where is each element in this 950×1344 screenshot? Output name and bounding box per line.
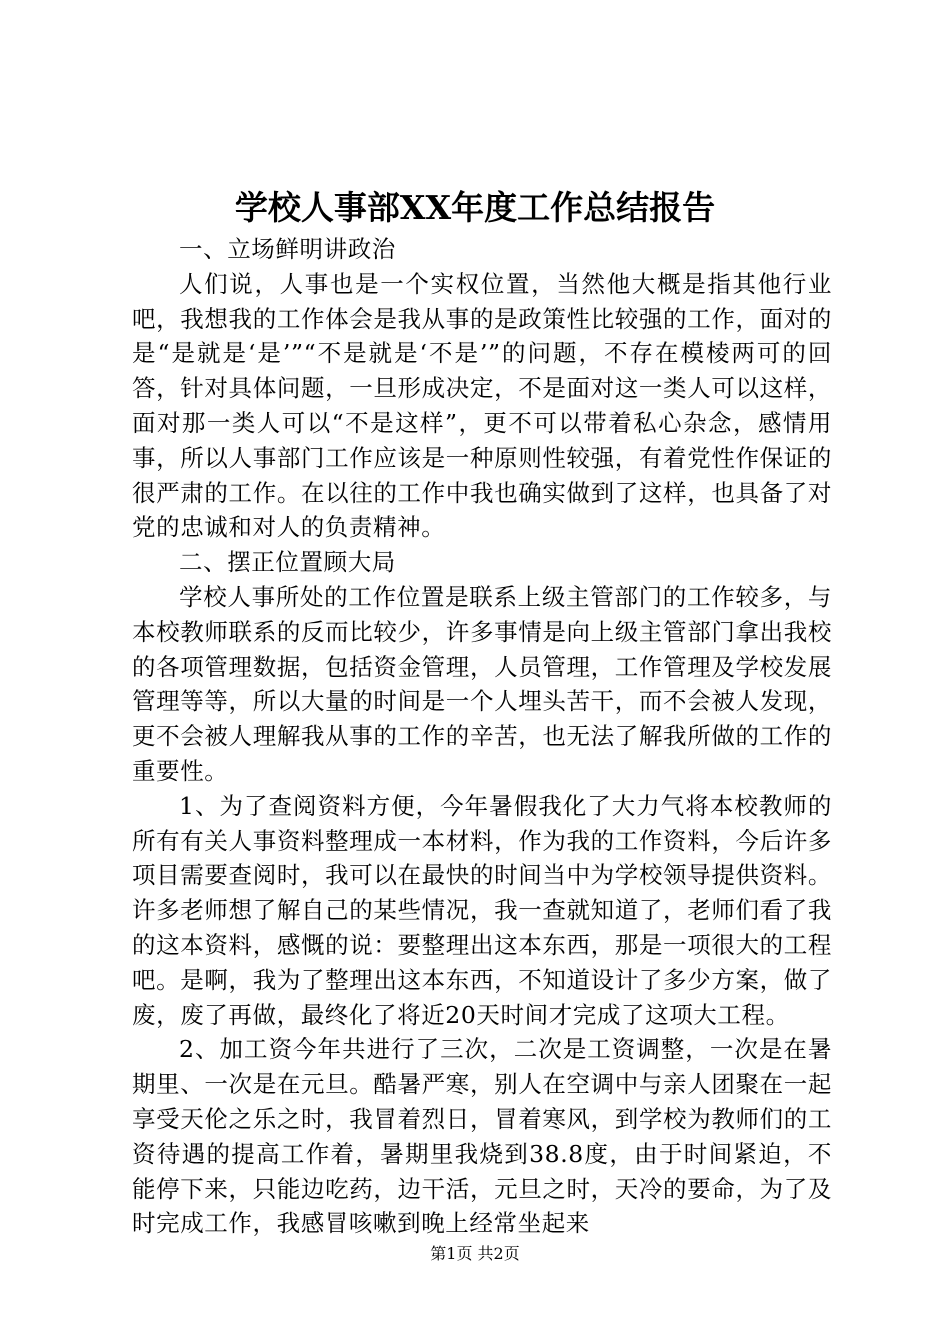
paragraph-3: 1、为了查阅资料方便，今年暑假我化了大力气将本校教师的所有有关人事资料整理成一本材料，作为我的工作资料，今后许多项目需要查阅时，我可以在最快的时间当中为学校领导提供资料。许多老师想了解自己的某些情况，我一查就知道了，老师们看了我的这本资料，感慨的说：要整理出这本东西，那是一项很大的工程吧。是啊，我为了整理出这本东西，不知道设计了多少方案，做了废，废了再做，最终化了将近20天时间才完成了这项大工程。 <box>132 791 832 1029</box>
document-body <box>132 232 832 1241</box>
page-footer: 第1页 共2页 <box>430 1244 520 1263</box>
paragraph-4: 2、加工资今年共进行了三次，二次是工资调整，一次是在暑期里、一次是在元旦。酷暑严寒，别人在空调中与亲人团聚在一起享受天伦之乐之时，我冒着烈日，冒着寒风，到学校为教师们的工资待遇的提高工作着，暑期里我烧到38.8度，由于时间紧迫，不能停下来，只能边吃药，边干活，元旦之时，天冷的要命，为了及时完成工作，我感冒咳嗽到晚上经常坐起来 <box>132 1035 832 1238</box>
paragraph-2: 学校人事所处的工作位置是联系上级主管部门的工作较多，与本校教师联系的反而比较少，许多事情是向上级主管部门拿出我校的各项管理数据，包括资金管理，人员管理，工作管理及学校发展管理等等，所以大量的时间是一个人埋头苦干，而不会被人发现，更不会被人理解我从事的工作的辛苦，也无法了解我所做的工作的重要性。 <box>132 582 832 785</box>
section-heading-2: 二、摆正位置顾大局 <box>179 548 396 577</box>
section-heading-1: 一、立场鲜明讲政治 <box>179 235 396 263</box>
paragraph-1: 人们说，人事也是一个实权位置，当然他大概是指其他行业吧，我想我的工作体会是我从事的是政策性比较强的工作，面对的是“是就是‘是’”“不是就是‘不是’”的问题，不存在模棱两可的回答，针对具体问题，一旦形成决定，不是面对这一类人可以这样，面对那一类人可以“不是这样”，更不可以带着私心杂念，感情用事，所以人事部门工作应该是一种原则性较强，有着党性作保证的很严肃的工作。在以往的工作中我也确实做到了这样，也具备了对党的忠诚和对人的负责精神。 <box>132 269 832 542</box>
document-title: 学校人事部XX年度工作总结报告 <box>234 188 716 227</box>
